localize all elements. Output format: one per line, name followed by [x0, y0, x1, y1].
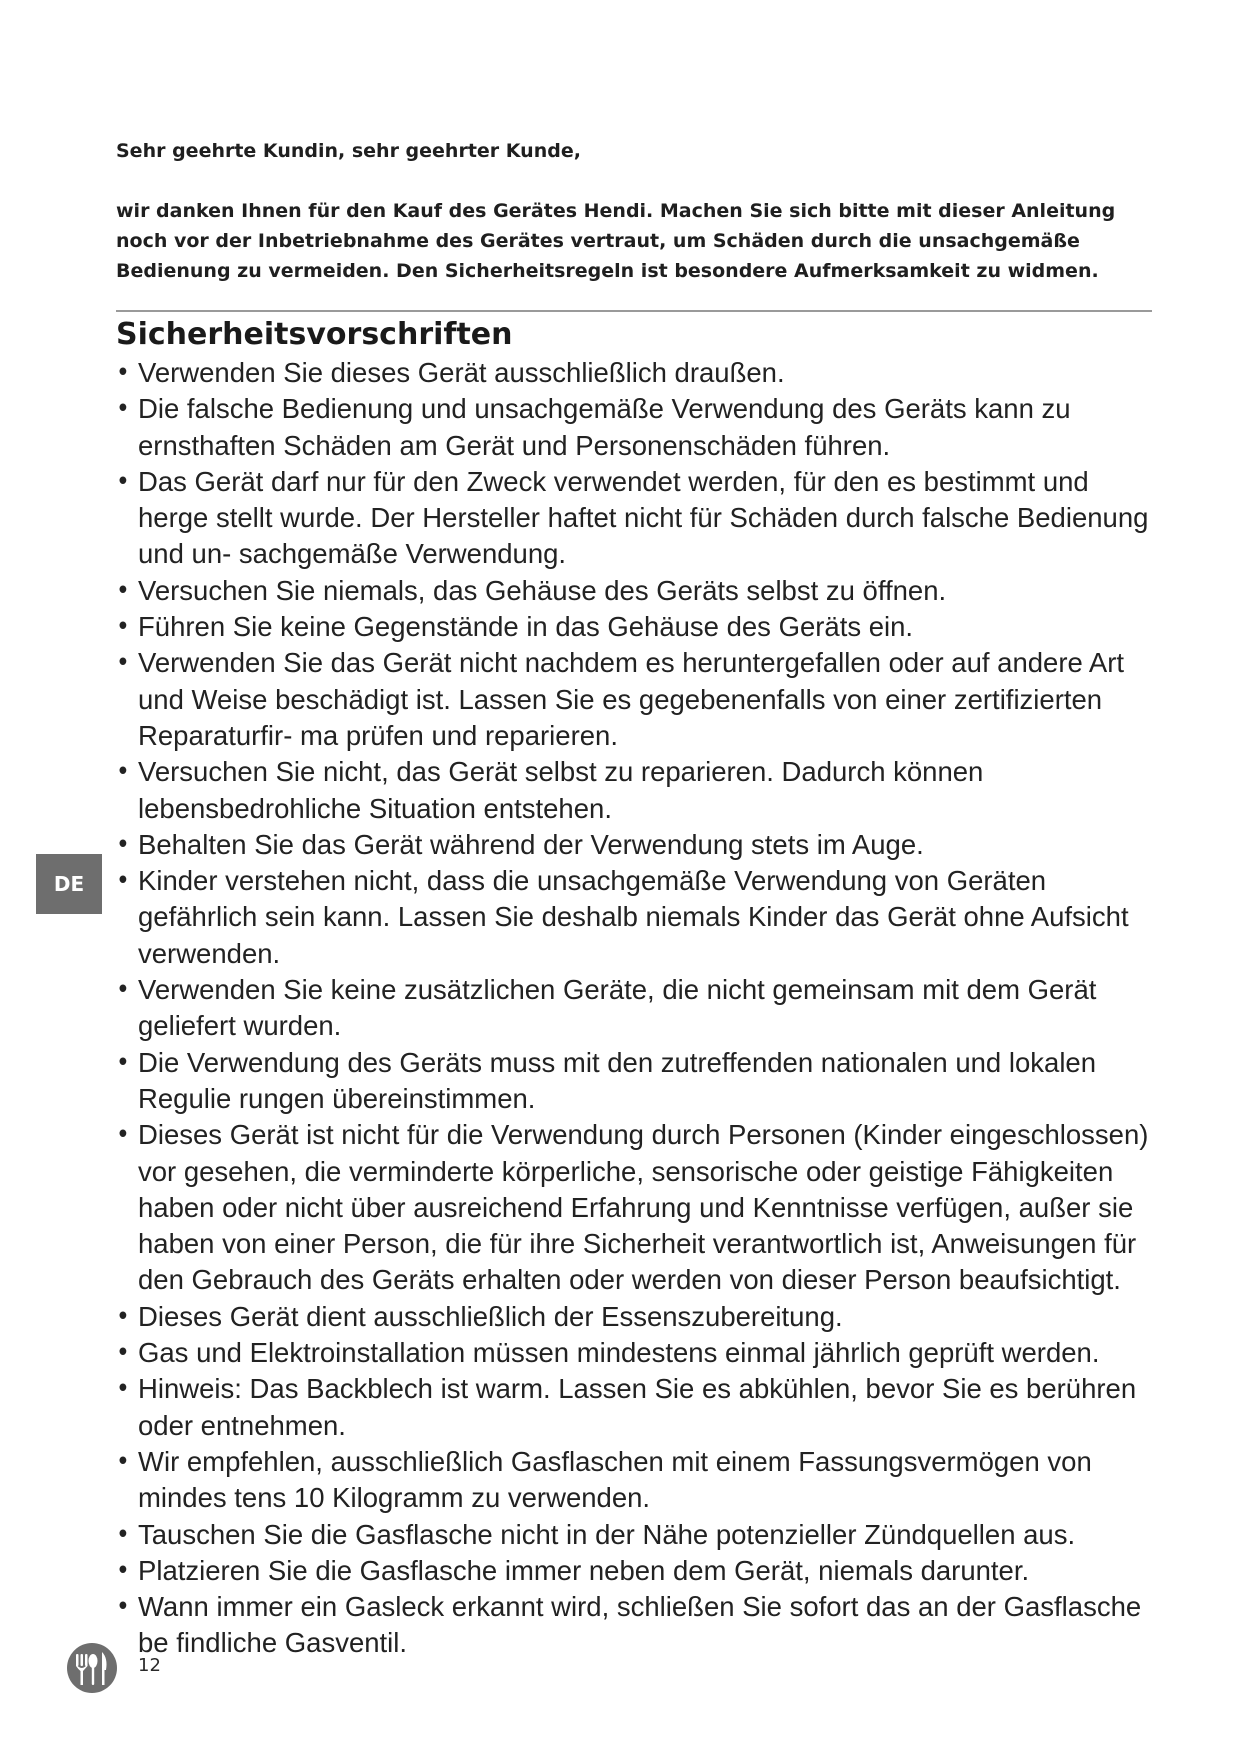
list-item: • Das Gerät darf nur für den Zweck verwendet werden, für den es bestimmt und herge stellt wurde. Der Hersteller haftet nicht für Schäden durch falsche Bedienung und un- sachgemäße Verwendung.: [116, 464, 1166, 573]
greeting: Sehr geehrte Kundin, sehr geehrter Kunde,: [116, 140, 581, 162]
list-item: • Hinweis: Das Backblech ist warm. Lassen Sie es abkühlen, bevor Sie es berühren oder entnehmen.: [116, 1371, 1166, 1444]
list-item: • Platzieren Sie die Gasflasche immer neben dem Gerät, niemals darunter.: [116, 1553, 1166, 1589]
list-item: • Dieses Gerät ist nicht für die Verwendung durch Personen (Kinder eingeschlossen) vor gesehen, die verminderte körperliche, sensorische oder geistige Fähigkeiten haben oder nicht über ausreichend Erfahrung und Kenntnisse verfügen, außer sie haben von einer Person, die für ihre Sicherheit verantwortlich ist, Anweisungen für den Gebrauch des Geräts erhalten oder werden von dieser Person beaufsichtigt.: [116, 1117, 1166, 1298]
list-item: • Die Verwendung des Geräts muss mit den zutreffenden nationalen und lokalen Regulie rungen übereinstimmen.: [116, 1045, 1166, 1118]
list-item: • Verwenden Sie das Gerät nicht nachdem es heruntergefallen oder auf andere Art und Weise beschädigt ist. Lassen Sie es gegebenenfalls von einer zertifizierten Reparaturfir- ma prüfen und reparieren.: [116, 645, 1166, 754]
list-item: • Dieses Gerät dient ausschließlich der Essenszubereitung.: [116, 1299, 1166, 1335]
intro: [116, 136, 1152, 286]
list-item: • Wann immer ein Gasleck erkannt wird, schließen Sie sofort das an der Gasflasche be findliche Gasventil.: [116, 1589, 1166, 1662]
list-item: • Versuchen Sie nicht, das Gerät selbst zu reparieren. Dadurch können lebensbedrohliche Situation entstehen.: [116, 754, 1166, 827]
section-divider: [116, 310, 1152, 312]
intro-text: wir danken Ihnen für den Kauf des Gerätes Hendi. Machen Sie sich bitte mit dieser Anleitung noch vor der Inbetriebnahme des Gerätes vertraut, um Schäden durch die unsachgemäße Bedienung zu vermeiden. Den Sicherheitsregeln ist besondere Aufmerksamkeit zu widmen.: [116, 200, 1116, 282]
section-title: Sicherheitsvorschriften: [116, 317, 513, 352]
list-item: • Verwenden Sie dieses Gerät ausschließlich draußen.: [116, 355, 1166, 391]
list-item: • Führen Sie keine Gegenstände in das Gehäuse des Geräts ein.: [116, 609, 1166, 645]
list-item: • Gas und Elektroinstallation müssen mindestens einmal jährlich geprüft werden.: [116, 1335, 1166, 1371]
list-item: • Behalten Sie das Gerät während der Verwendung stets im Auge.: [116, 827, 1166, 863]
page-number: 12: [138, 1655, 161, 1676]
list-item: • Versuchen Sie niemals, das Gehäuse des Geräts selbst zu öffnen.: [116, 573, 1166, 609]
cutlery-logo-icon: [66, 1642, 118, 1694]
list-item: • Wir empfehlen, ausschließlich Gasflaschen mit einem Fassungsvermögen von mindes tens 10 Kilogramm zu verwenden.: [116, 1444, 1166, 1517]
list-item: • Verwenden Sie keine zusätzlichen Geräte, die nicht gemeinsam mit dem Gerät geliefert wurden.: [116, 972, 1166, 1045]
list-item: • Kinder verstehen nicht, dass die unsachgemäße Verwendung von Geräten gefährlich sein kann. Lassen Sie deshalb niemals Kinder das Gerät ohne Aufsicht verwenden.: [116, 863, 1166, 972]
language-tab: DE: [36, 854, 102, 914]
list-item: • Die falsche Bedienung und unsachgemäße Verwendung des Geräts kann zu ernsthaften Schäden am Gerät und Personenschäden führen.: [116, 391, 1166, 464]
list-item: • Tauschen Sie die Gasflasche nicht in der Nähe potenzieller Zündquellen aus.: [116, 1517, 1166, 1553]
safety-rules-list: [116, 355, 1166, 1662]
